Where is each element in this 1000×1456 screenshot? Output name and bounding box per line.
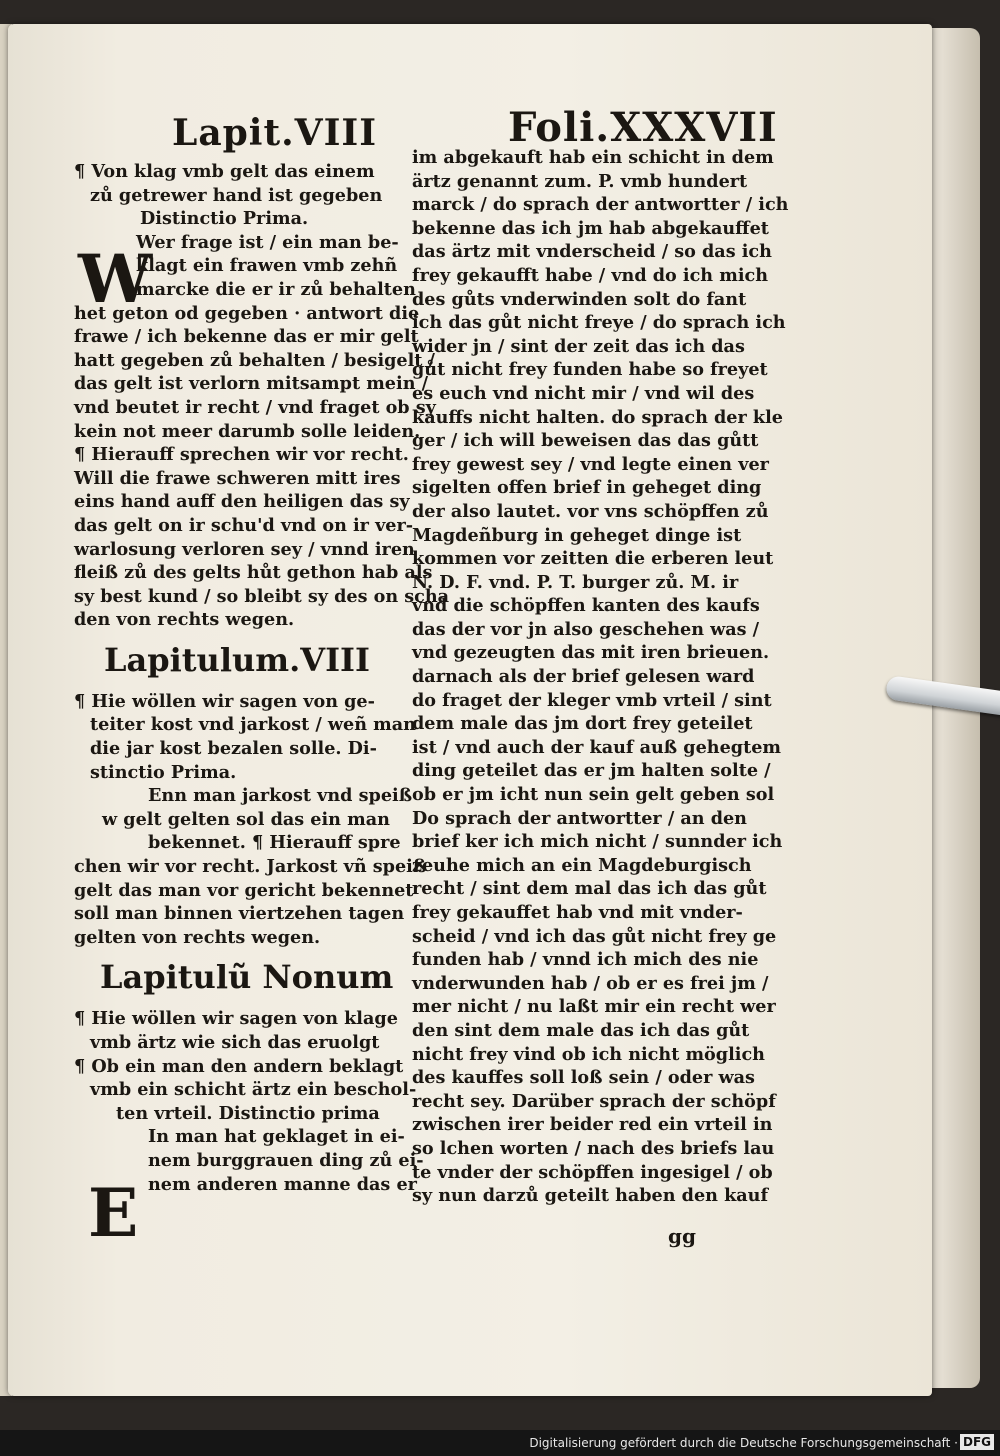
right-column: [412, 146, 789, 1208]
chapter-heading: Lapitulum.VIII: [104, 640, 370, 679]
text-line: mer nicht / nu laßt mir ein recht wer: [412, 996, 776, 1018]
text-line: nem burggrauen ding zů ei-: [148, 1149, 424, 1171]
text-line: sy nun darzů geteilt haben den kauf: [412, 1185, 769, 1207]
text-line: frey gekaufft habe / vnd do ich mich: [412, 264, 769, 286]
text-line: Will die frawe schweren mitt ires: [74, 467, 401, 489]
text-line: zwischen irer beider red ein vrteil in: [412, 1114, 773, 1136]
text-line: soll man binnen viertzehen tagen: [74, 903, 405, 925]
text-line: do fraget der kleger vmb vrteil / sint: [412, 689, 772, 711]
text-line: darnach als der brief gelesen ward: [412, 666, 755, 688]
text-line: des gůts vnderwinden solt do fant: [412, 288, 747, 310]
text-line: scheid / vnd ich das gůt nicht frey ge: [412, 925, 777, 947]
text-line: das ärtz mit vnderscheid / so das ich: [412, 241, 772, 263]
chapter-heading: Lapitulũ Nonum: [100, 958, 394, 997]
text-line: vnderwunden hab / ob er es frei jm /: [412, 972, 769, 994]
text-line: Wer frage ist / ein man be-: [136, 231, 399, 253]
text-line: chen wir vor recht. Jarkost vñ speiß: [74, 856, 427, 878]
text-line: nem anderen manne das er: [148, 1173, 417, 1195]
running-head-left: Lapit.VIII: [172, 112, 378, 154]
text-line: gelten von rechts wegen.: [74, 926, 321, 948]
text-line: die jar kost bezalen solle. Di-: [90, 738, 377, 760]
text-line: vnd gezeugten das mit iren brieuen.: [412, 642, 770, 664]
text-line: dem male das jm dort frey geteilet: [412, 713, 753, 735]
text-line: des kauffes soll loß sein / oder was: [412, 1067, 755, 1089]
text-line: vnd beutet ir recht / vnd fraget ob sy: [74, 396, 436, 418]
text-line: ding geteilet das er jm halten solte /: [412, 760, 771, 782]
text-line: das gelt on ir schu'd vnd on ir ver-: [74, 514, 414, 536]
text-line: frawe / ich bekenne das er mir gelt: [74, 326, 419, 348]
text-line: Magdeñburg in geheget dinge ist: [412, 524, 742, 546]
folio-number: Foli.XXXVII: [508, 104, 778, 151]
text-line: warlosung verloren sey / vnnd iren: [74, 538, 415, 560]
text-line: das der vor jn also geschehen was /: [412, 618, 760, 640]
text-line: marcke die er ir zů behalten: [136, 278, 416, 300]
text-line: ger / ich will beweisen das das gůtt: [412, 430, 759, 452]
text-line: w gelt gelten sol das ein man: [102, 808, 390, 830]
text-line: gelt das man vor gericht bekennet: [74, 879, 414, 901]
text-line: recht sey. Darüber sprach der schöpf: [412, 1090, 776, 1112]
text-line: In man hat geklaget in ei-: [148, 1126, 405, 1148]
text-line: Enn man jarkost vnd speiß: [148, 785, 413, 807]
text-line: im abgekauft hab ein schicht in dem: [412, 147, 774, 168]
text-line: ich das gůt nicht freye / do sprach ich: [412, 312, 786, 334]
text-line: hatt gegeben zů behalten / besigelt /: [74, 349, 435, 371]
text-line: N. D. F. vnd. P. T. burger zů. M. ir: [412, 571, 739, 593]
funding-notice: Digitalisierung gefördert durch die Deutsche Forschungsgemeinschaft ·: [529, 1436, 958, 1450]
text-line: so lchen worten / nach des briefs lau: [412, 1137, 775, 1159]
text-line: den sint dem male das ich das gůt: [412, 1019, 750, 1041]
text-line: recht / sint dem mal das ich das gůt: [412, 878, 767, 900]
text-line: sy best kund / so bleibt sy des on scha: [74, 585, 450, 607]
text-line: ob er jm icht nun sein gelt geben sol: [412, 784, 775, 806]
signature-mark: gg: [668, 1224, 696, 1248]
decorated-initial-w: W: [78, 240, 153, 318]
text-line: kommen vor zeitten die erberen leut: [412, 548, 774, 570]
text-line: den von rechts wegen.: [74, 609, 295, 631]
text-line: zů getrewer hand ist gegeben: [90, 184, 383, 206]
text-line: vmb ein schicht ärtz ein beschol-: [90, 1079, 417, 1101]
text-line: ten vrteil. Distinctio prima: [116, 1102, 380, 1124]
text-line: ¶ Hie wöllen wir sagen von klage: [74, 1008, 398, 1030]
text-line: bekennet. ¶ Hierauff spre: [148, 832, 401, 854]
text-line: kauffs nicht halten. do sprach der kle: [412, 406, 783, 428]
text-line: frey gewest sey / vnd legte einen ver: [412, 453, 769, 475]
text-line: marck / do sprach der antwortter / ich: [412, 194, 789, 216]
text-line: bekenne das ich jm hab abgekauffet: [412, 217, 769, 239]
decorated-initial-e: E: [88, 1174, 139, 1252]
footer-bar: [0, 1430, 1000, 1456]
text-line: gůt nicht frey funden habe so freyet: [412, 359, 768, 381]
left-column: [74, 160, 450, 1196]
text-line: brief ker ich mich nicht / sunnder ich: [412, 831, 783, 853]
text-line: es euch vnd nicht mir / vnd wil des: [412, 382, 755, 404]
text-line: funden hab / vnnd ich mich des nie: [412, 949, 759, 971]
text-line: eins hand auff den heiligen das sy: [74, 491, 410, 513]
text-line: klagt ein frawen vmb zehñ: [136, 255, 398, 277]
text-line: te vnder der schöpffen ingesigel / ob: [412, 1161, 773, 1183]
text-line: der also lautet. vor vns schöpffen zů: [412, 500, 769, 522]
text-line: vmb ärtz wie sich das eruolgt: [90, 1032, 380, 1053]
text-line: das gelt ist verlorn mitsampt mein /: [74, 373, 429, 395]
text-line: vnd die schöpffen kanten des kaufs: [412, 595, 760, 617]
text-line: stinctio Prima.: [90, 761, 237, 783]
text-line: fleiß zů des gelts hůt gethon hab als: [74, 562, 433, 584]
text-line: ¶ Ob ein man den andern beklagt: [74, 1055, 404, 1077]
text-line: teiter kost vnd jarkost / weñ man: [90, 714, 416, 736]
text-line: zeuhe mich an ein Magdeburgisch: [412, 854, 752, 876]
text-line: ist / vnd auch der kauf auß gehegtem: [412, 736, 782, 758]
text-line: frey gekauffet hab vnd mit vnder-: [412, 902, 743, 923]
text-line: ärtz genannt zum. P. vmb hundert: [412, 170, 748, 192]
text-line: ¶ Von klag vmb gelt das einem: [74, 161, 375, 182]
text-line: wider jn / sint der zeit das ich das: [412, 335, 745, 357]
text-line: kein not meer darumb solle leiden.: [74, 420, 421, 442]
text-line: ¶ Hie wöllen wir sagen von ge-: [74, 690, 375, 712]
text-line: Distinctio Prima.: [140, 208, 309, 230]
text-line: ¶ Hierauff sprechen wir vor recht.: [74, 444, 409, 466]
text-line: Do sprach der antwortter / an den: [412, 807, 747, 829]
text-line: sigelten offen brief in geheget ding: [412, 477, 762, 499]
dfg-logo: DFG: [960, 1434, 994, 1450]
text-line: het geton od gegeben · antwort die: [74, 302, 420, 324]
text-line: nicht frey vind ob ich nicht möglich: [412, 1043, 765, 1065]
